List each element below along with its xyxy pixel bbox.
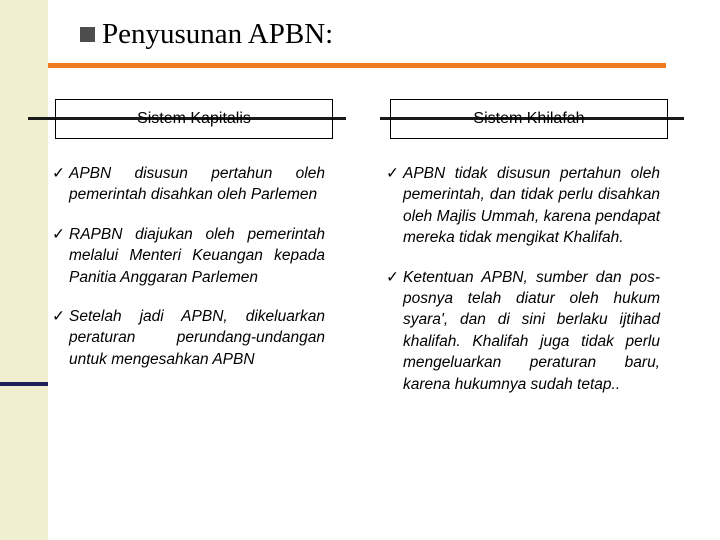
point-text: Ketentuan APBN, sumber dan pos-posnya telah diatur oleh hukum syara', dan di sini berlaku ijtihad khalifah. Khalifah juga tidak perlu mengeluarkan peraturan baru, karena hukumnya sudah tetap.. [403,268,660,393]
slide-title-text: Penyusunan APBN: [102,17,334,50]
left-band-rule [0,382,48,386]
point-text: APBN disusun pertahun oleh pemerintah disahkan oleh Parlemen [69,165,325,204]
column-right [386,163,660,413]
column-left [52,163,325,388]
point-text: Setelah jadi APBN, dikeluarkan peraturan perundang-undangan untuk mengesahkan APBN [69,308,325,368]
title-underline-rule [48,63,666,68]
left-decorative-band [0,0,48,540]
point-item [52,163,325,206]
point-text: RAPBN diajukan oleh pemerintah melalui Menteri Keuangan kepada Panitia Anggaran Parlemen [69,225,325,286]
checkmark-icon: ✓ [52,225,65,243]
point-text: APBN tidak disusun pertahun oleh pemerintah, dan tidak perlu disahkan oleh Majlis Ummah, karena pendapat mereka tidak mengikat Khalifah. [403,165,660,247]
checkmark-icon: ✓ [386,165,399,182]
point-item [386,267,660,395]
checkmark-icon: ✓ [52,165,65,182]
slide-title [80,14,333,54]
point-item [386,163,660,249]
column-header-left: Sistem Kapitalis [55,99,333,139]
square-bullet-icon [80,27,95,42]
column-header-right: Sistem Khilafah [390,99,668,139]
checkmark-icon: ✓ [386,268,399,286]
point-item [52,224,325,288]
checkmark-icon: ✓ [52,308,65,326]
point-item [52,306,325,370]
